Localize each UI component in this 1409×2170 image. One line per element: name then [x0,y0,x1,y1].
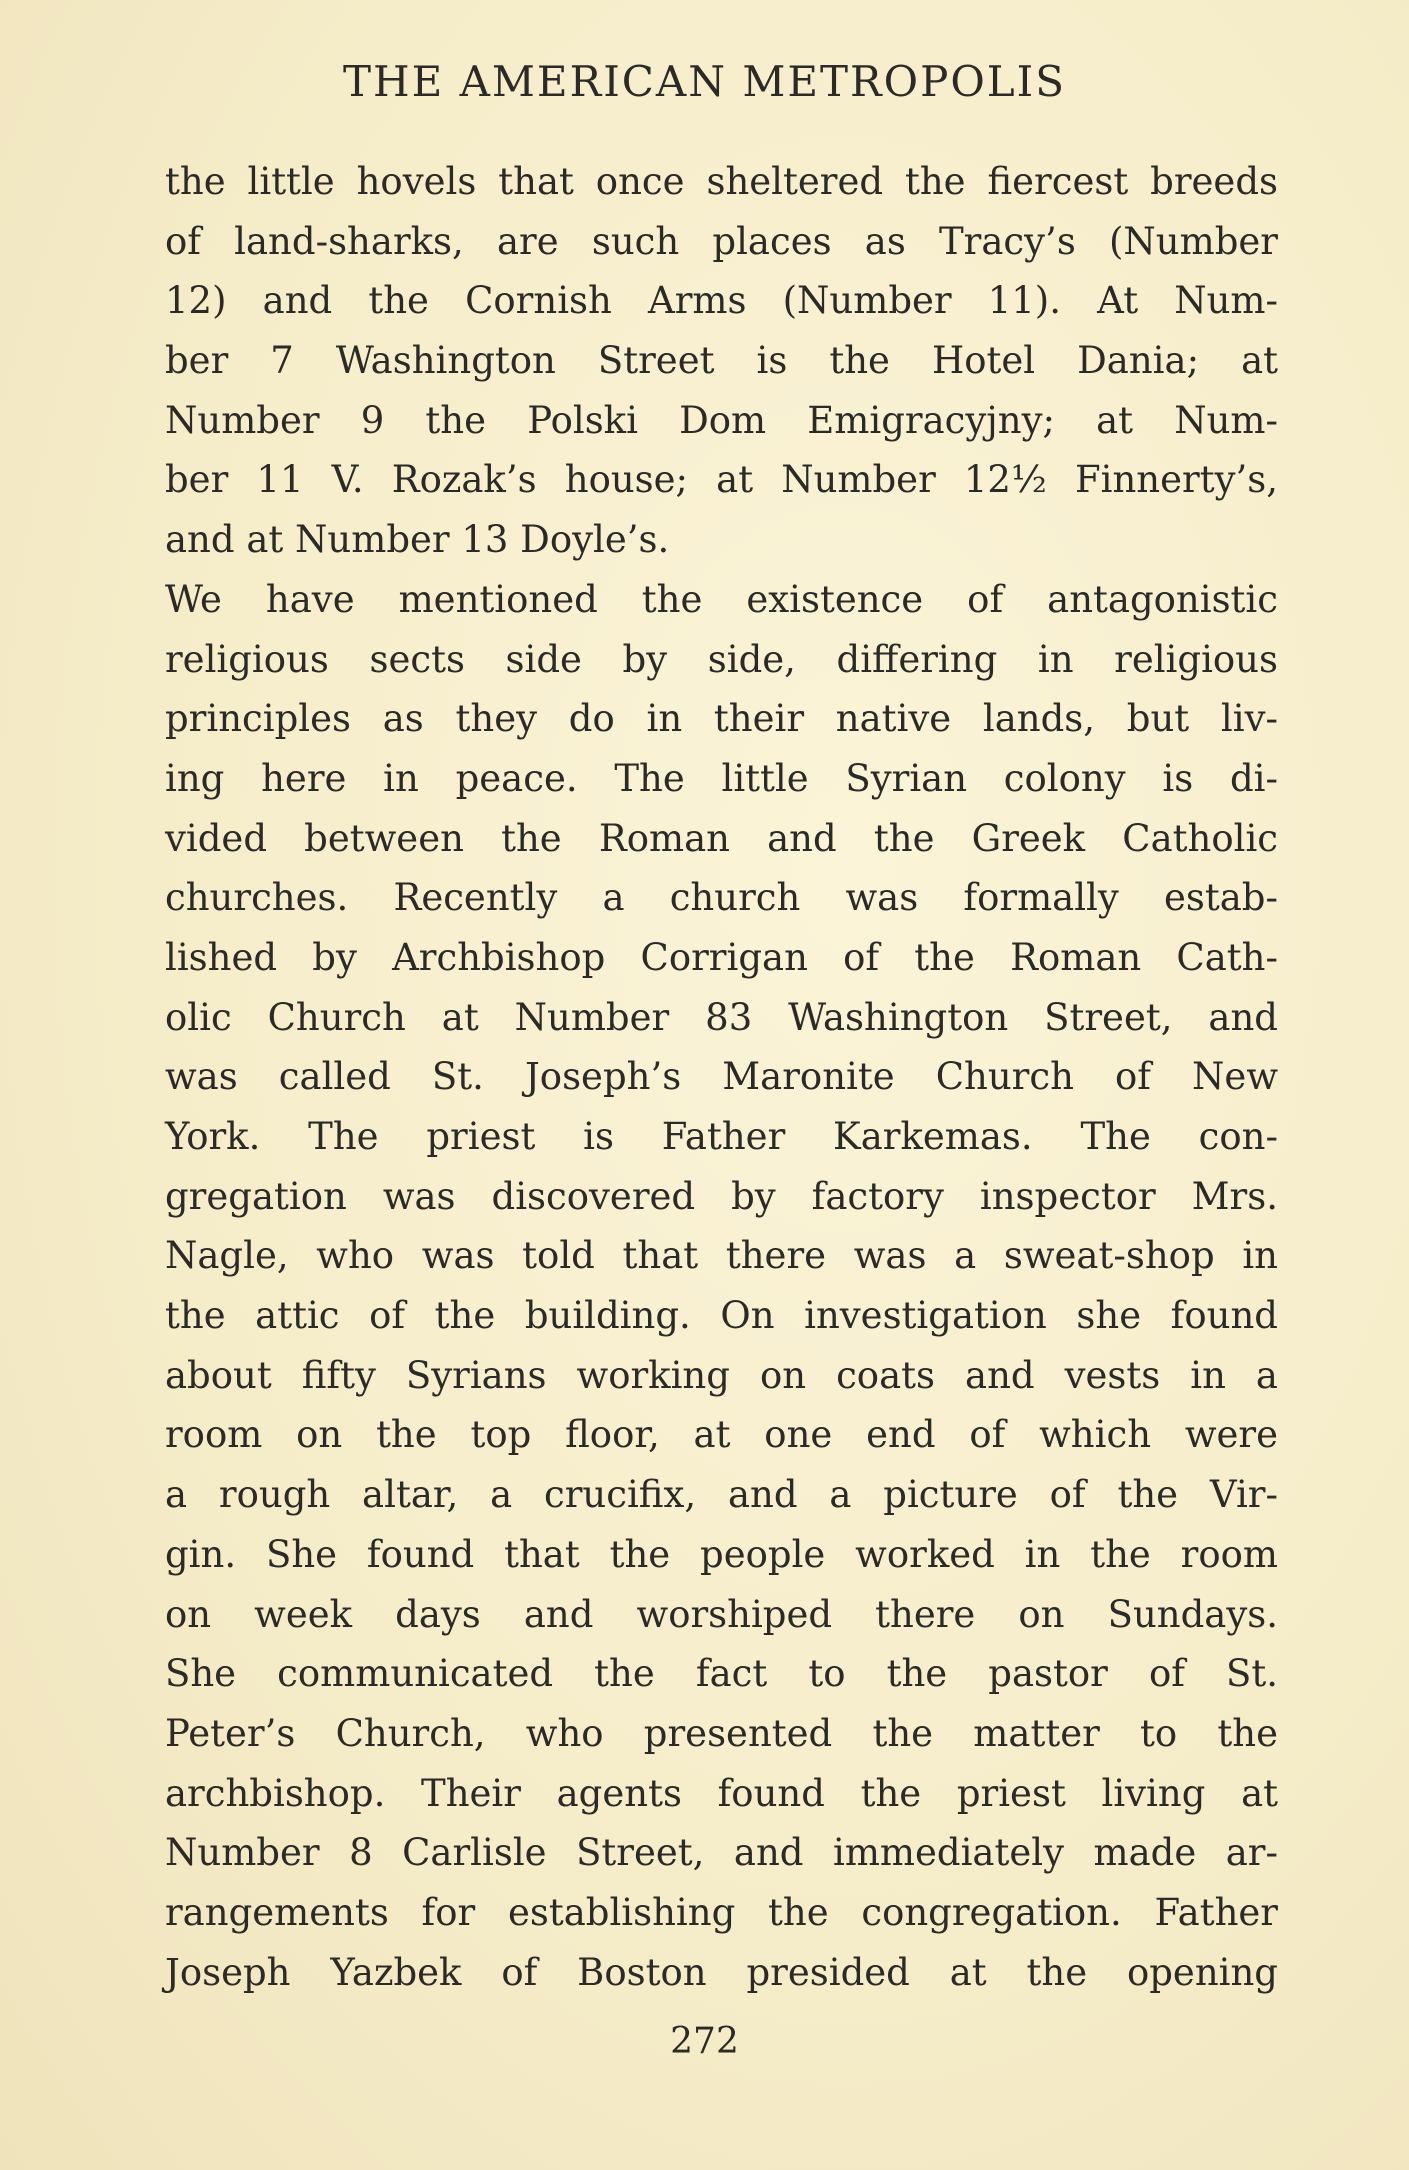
body-text [165,152,1278,2002]
text-line: vided between the Roman and the Greek Catholic [165,816,1278,860]
text-line: was called St. Joseph’s Maronite Church of New [165,1055,1278,1099]
text-line: Number 8 Carlisle Street, and immediately made ar- [165,1831,1278,1875]
text-line: the attic of the building. On investigation she found [165,1294,1278,1338]
text-line: gin. She found that the people worked in the room [165,1532,1278,1576]
text-line: lished by Archbishop Corrigan of the Roman Cath- [165,935,1278,979]
text-line: gregation was discovered by factory inspector Mrs. [165,1174,1278,1218]
text-line: She communicated the fact to the pastor of St. [165,1652,1278,1696]
text-line: rangements for establishing the congregation. Father [165,1890,1278,1934]
text-line: and at Number 13 Doyle’s. [165,518,670,562]
text-line: York. The priest is Father Karkemas. The con- [165,1115,1278,1158]
text-line: Number 9 the Polski Dom Emigracyjny; at Num- [165,398,1278,442]
text-line: ber 11 V. Rozak’s house; at Number 12½ Finnerty’s, [165,458,1278,502]
text-line: Peter’s Church, who presented the matter to the [165,1711,1278,1755]
page-number: 272 [670,2021,739,2062]
text-line: room on the top floor, at one end of which were [165,1413,1278,1457]
text-line: of land-sharks, are such places as Tracy’s (Number [165,219,1278,263]
text-line: the little hovels that once sheltered the fiercest breeds [165,160,1278,203]
text-line: principles as they do in their native lands, but liv- [165,697,1278,741]
text-line: a rough altar, a crucifix, and a picture of the Vir- [165,1473,1278,1517]
text-line: archbishop. Their agents found the priest living at [165,1771,1278,1815]
text-line: 12) and the Cornish Arms (Number 11). At Num- [165,279,1278,323]
text-line: churches. Recently a church was formally estab- [165,876,1278,920]
text-line: We have mentioned the existence of antagonistic [165,577,1278,621]
text-line: ing here in peace. The little Syrian colony is di- [165,756,1278,800]
text-line: religious sects side by side, differing in religious [165,637,1278,681]
running-header: THE AMERICAN METROPOLIS [342,57,1067,106]
text-line: Joseph Yazbek of Boston presided at the opening [165,1950,1278,1994]
text-line: about fifty Syrians working on coats and vests in a [165,1353,1278,1397]
text-line: olic Church at Number 83 Washington Street, and [165,995,1278,1039]
text-line: ber 7 Washington Street is the Hotel Dania; at [165,339,1278,383]
text-line: on week days and worshiped there on Sundays. [165,1592,1278,1636]
text-line: Nagle, who was told that there was a sweat-shop in [165,1234,1278,1278]
